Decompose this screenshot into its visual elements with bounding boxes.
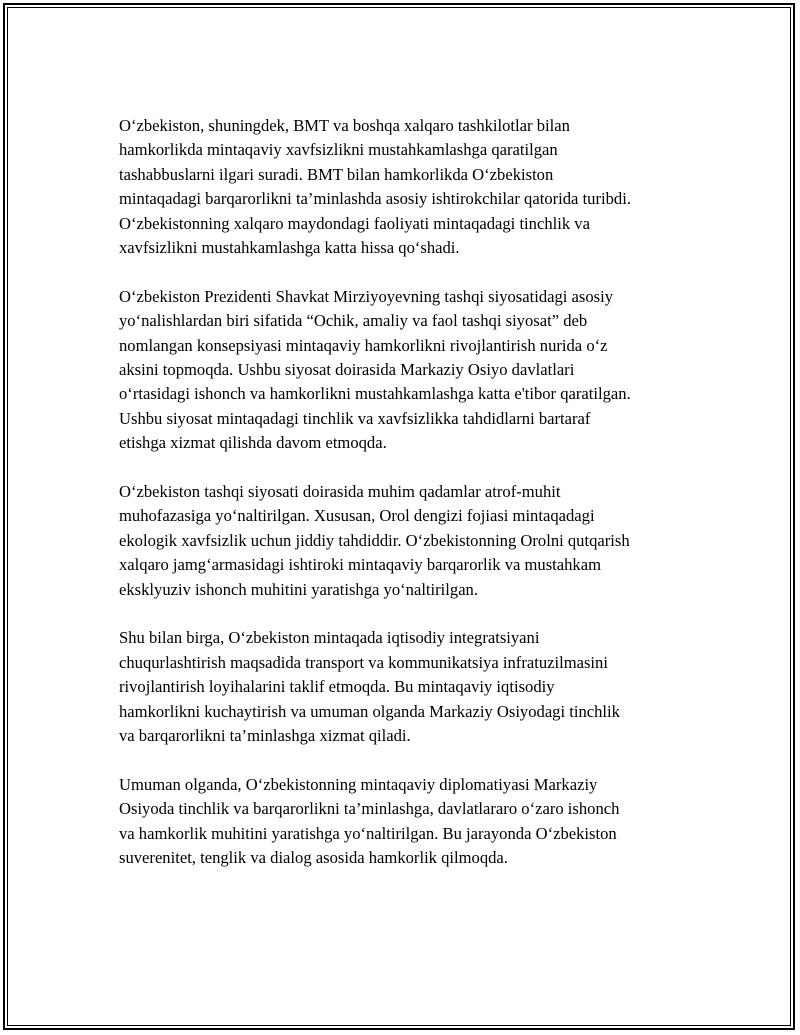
- document-body: [119, 114, 694, 895]
- paragraph-foreign-policy-concept: O‘zbekiston Prezidenti Shavkat Mirziyoyevning tashqi siyosatidagi asosiy yo‘nalishlardan biri sifatida “Ochik, amaliy va faol tashqi siyosat” deb nomlangan konsepsiyasi mintaqaviy hamkorlikni rivojlantirish nurida o‘z aksini topmoqda. Ushbu siyosat doirasida Markaziy Osiyo davlatlari o‘rtasidagi ishonch va hamkorlikni mustahkamlashga katta e'tibor qaratilgan. Ushbu siyosat mintaqadagi tinchlik va xavfsizlikka tahdidlarni bartaraf etishga xizmat qilishda davom etmoqda.: [119, 286, 631, 453]
- paragraph-conclusion: Umuman olganda, O‘zbekistonning mintaqaviy diplomatiyasi Markaziy Osiyoda tinchlik va barqarorlikni ta’minlashga, davlatlararo o‘zaro ishonch va hamkorlik muhitini yaratishga yo‘naltirilgan. Bu jarayonda O‘zbekiston suverenitet, tenglik va dialog asosida hamkorlik qilmoqda.: [119, 774, 620, 868]
- paragraph-economic-integration: Shu bilan birga, O‘zbekiston mintaqada iqtisodiy integratsiyani chuqurlashtirish maqsadida transport va kommunikatsiya infratuzilmasini rivojlantirish loyihalarini taklif etmoqda. Bu mintaqaviy iqtisodiy hamkorlikni kuchaytirish va umuman olganda Markaziy Osiyodagi tinchlik va barqarorlikni ta’minlashga xizmat qiladi.: [119, 628, 620, 746]
- paragraph-environment-aral-sea: O‘zbekiston tashqi siyosati doirasida muhim qadamlar atrof-muhit muhofazasiga yo‘naltirilgan. Xususan, Orol dengizi fojiasi mintaqadagi ekologik xavfsizlik uchun jiddiy tahdiddir. O‘zbekistonning Orolni qutqarish xalqaro jamg‘armasidagi ishtiroki mintaqaviy barqarorlik va mustahkam eksklyuziv ishonch muhitini yaratishga yo‘naltirilgan.: [119, 482, 630, 599]
- paragraph-un-cooperation: O‘zbekiston, shuningdek, BMT va boshqa xalqaro tashkilotlar bilan hamkorlikda mintaqaviy xavfsizlikni mustahkamlashga qaratilgan tashabbuslarni ilgari suradi. BMT bilan hamkorlikda O‘zbekiston mintaqadagi barqarorlikni ta’minlashda asosiy ishtirokchilar qatorida turibdi. O‘zbekistonning xalqaro maydondagi faoliyati mintaqadagi tinchlik va xavfsizlikni mustahkamlashga katta hissa qo‘shadi.: [119, 116, 631, 258]
